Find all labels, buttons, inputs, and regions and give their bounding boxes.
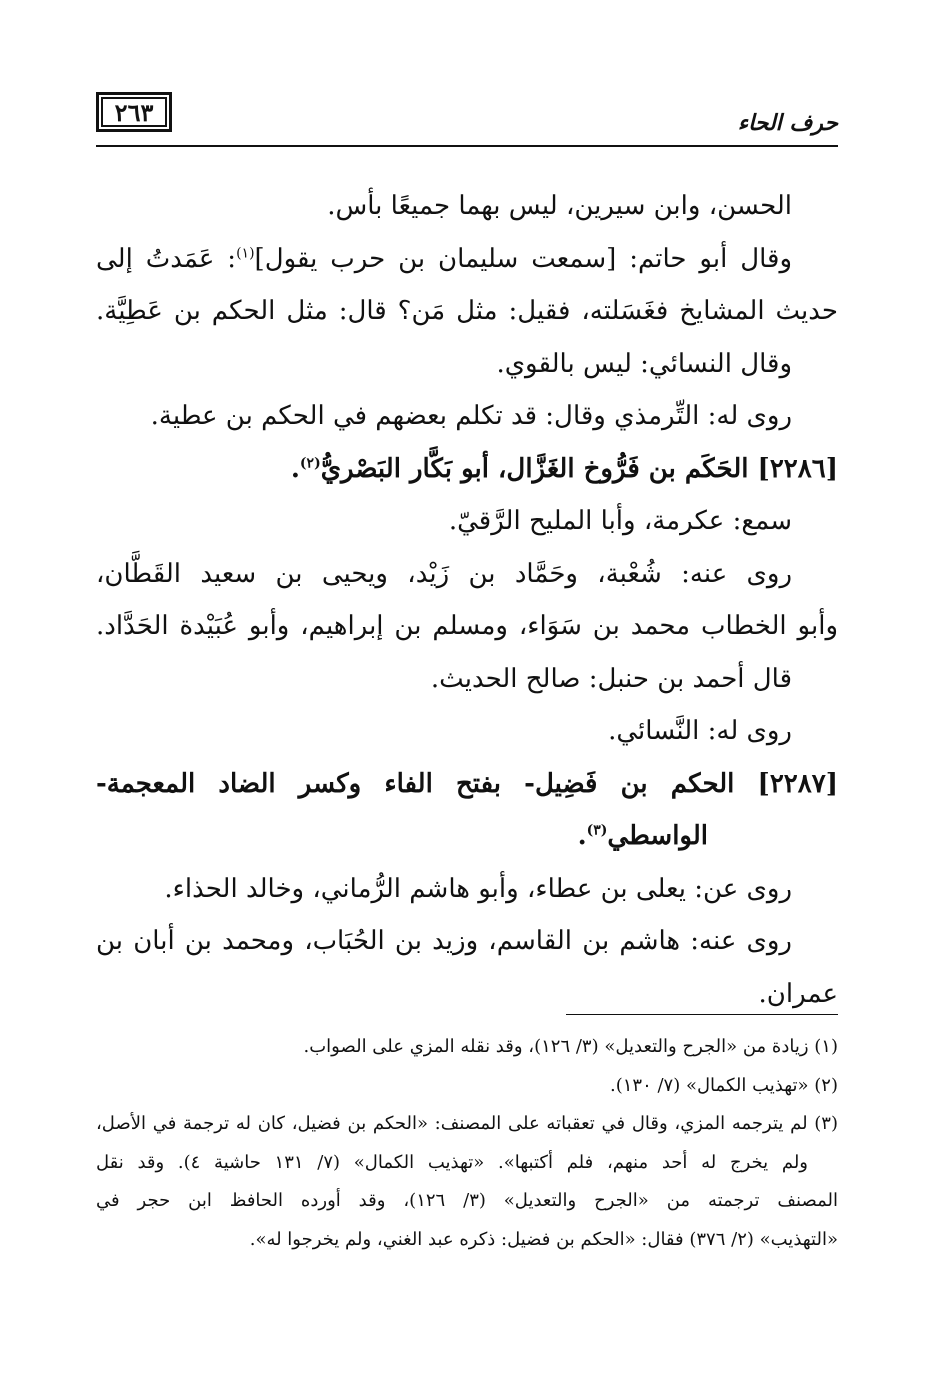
footnote: (١) زيادة من «الجرح والتعديل» (٣/ ١٢٦)، وقد نقله المزي على الصواب. [303,1036,838,1057]
text-line: عمران. [758,978,838,1009]
text-line: روى عنه: هاشم بن القاسم، وزيد بن الحُبَاب، ومحمد بن أبان بن [96,926,792,956]
main-text [96,180,838,1020]
footnote-continued: «التهذيب» (٢/ ٣٧٦) فقال: «الحكم بن فضيل: ذكره عبد الغني، ولم يخرجوا له». [249,1228,838,1250]
text-line: حديث المشايخ فغَسَلته، فقيل: مثل مَن؟ قال: مثل الحكم بن عَطِيَّة. [96,296,838,326]
entry-heading-continued: الواسطي$^{(٣)}$. [577,821,708,851]
text-line: الحسن، وابن سيرين، ليس بهما جميعًا بأس. [327,191,792,221]
footnote-separator [566,1014,838,1015]
text-line: وأبو الخطاب محمد بن سَوَاء، ومسلم بن إبراهيم، وأبو عُبَيْدة الحَدَّاد. [96,611,838,641]
header-rule [96,145,838,147]
text-line: روى عن: يعلى بن عطاء، وأبو هاشم الرُّماني، وخالد الحذاء. [164,873,792,904]
page-number: ٢٦٣ [96,92,172,132]
footnote-continued: ولم يخرج له أحد منهم، فلم أكتبها». «تهذيب الكمال» (٧/ ١٣١ حاشية ٤). وقد نقل [96,1151,809,1173]
footnote-marker: (١) [236,244,255,261]
footnote-continued: المصنف ترجمته من «الجرح والتعديل» (٣/ ١٢٦)، وقد أورده الحافظ ابن حجر في [96,1190,838,1211]
text-line: سمع: عكرمة، وأبا المليح الرَّقيّ. [448,506,792,536]
page-header [96,88,838,146]
text-line: وقال أبو حاتم: [سمعت سليمان بن حرب يقول]$^{(١)}$: عَمَدتُ إلى [96,243,792,274]
running-head: حرف الحاء [737,110,838,136]
footnote-marker: (٣) [586,822,608,839]
text-line: وقال النسائي: ليس بالقوي. [496,348,792,379]
footnote: (٣) لم يترجمه المزي، وقال في تعقباته على المصنف: «الحكم بن فضيل، كان له ترجمة في الأصل، [96,1113,838,1134]
footnote: (٢) «تهذيب الكمال» (٧/ ١٣٠). [609,1074,838,1096]
footnote-marker: (٢) [299,454,321,471]
text-line: روى له: التِّرمذي وقال: قد تكلم بعضهم في الحكم بن عطية. [150,401,792,431]
text-line: روى له: النَّسائي. [608,716,792,746]
entry-heading: [٢٢٨٦] الحَكَم بن فَرُّوخ الغَزَّال، أبو بَكَّار البَصْريُّ$^{(٢)}$. [290,453,838,484]
footnotes [96,1028,838,1259]
text-line: روى عنه: شُعْبة، وحَمَّاد بن زَيْد، ويحيى بن سعيد القَطَّان، [96,558,792,589]
text-line: قال أحمد بن حنبل: صالح الحديث. [430,663,792,694]
entry-heading: [٢٢٨٧] الحكم بن فَضِيل- بفتح الفاء وكسر الضاد المعجمة- [96,768,838,799]
